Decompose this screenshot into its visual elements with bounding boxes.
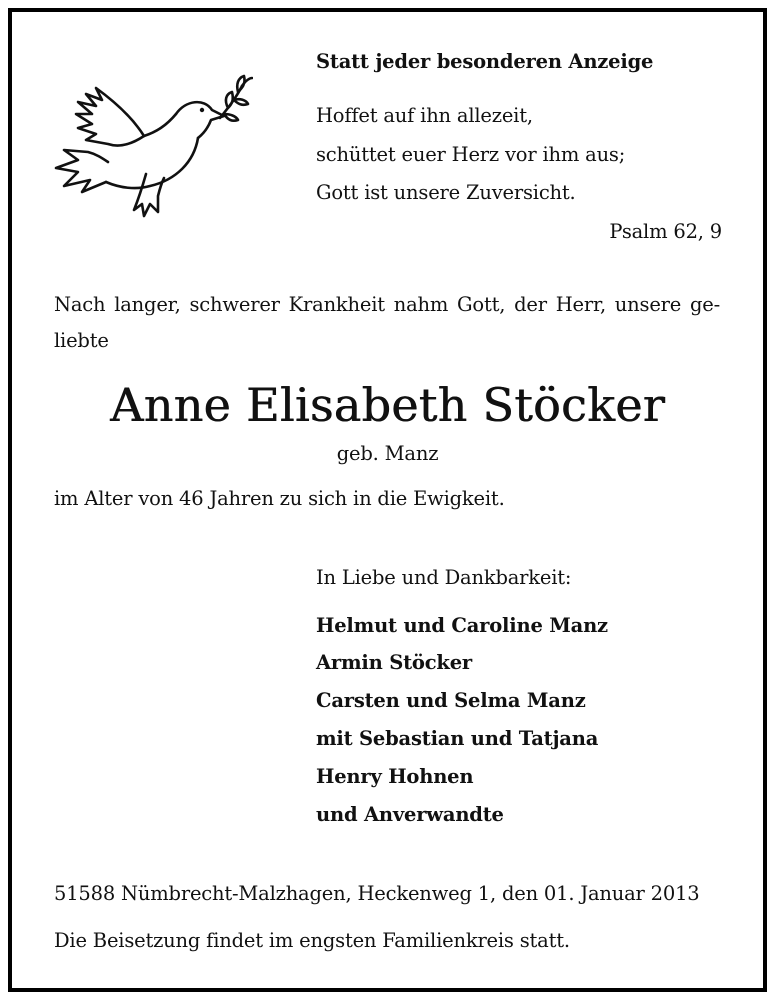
verse-reference: Psalm 62, 9	[609, 220, 722, 243]
mourners-intro: In Liebe und Dankbarkeit:	[316, 566, 572, 589]
funeral-note: Die Beisetzung findet im engsten Familienkreis statt.	[54, 929, 570, 952]
intro-line-1: Nach langer, schwerer Krankheit nahm Gott, der Herr, unsere ge-	[54, 293, 720, 316]
mourner-name: und Anverwandte	[316, 803, 504, 826]
age-text: im Alter von 46 Jahren zu sich in die Ewigkeit.	[54, 487, 505, 510]
mourner-name: Helmut und Caroline Manz	[316, 614, 608, 637]
notice-heading: Statt jeder besonderen Anzeige	[316, 50, 654, 73]
verse-line-1: Hoffet auf ihn allezeit,	[316, 104, 533, 127]
address-date: 51588 Nümbrecht-Malzhagen, Heckenweg 1, den 01. Januar 2013	[54, 882, 700, 905]
mourner-name: Carsten und Selma Manz	[316, 689, 586, 712]
deceased-name: Anne Elisabeth Stöcker	[110, 378, 665, 432]
verse-line-2: schüttet euer Herz vor ihm aus;	[316, 143, 626, 166]
mourner-name: mit Sebastian und Tatjana	[316, 727, 599, 750]
mourner-name: Armin Stöcker	[316, 651, 472, 674]
mourner-name: Henry Hohnen	[316, 765, 474, 788]
dove-with-olive-branch-icon	[48, 70, 253, 220]
birth-name: geb. Manz	[336, 442, 439, 465]
intro-line-2: liebte	[54, 329, 109, 352]
verse-line-3: Gott ist unsere Zuversicht.	[316, 181, 576, 204]
